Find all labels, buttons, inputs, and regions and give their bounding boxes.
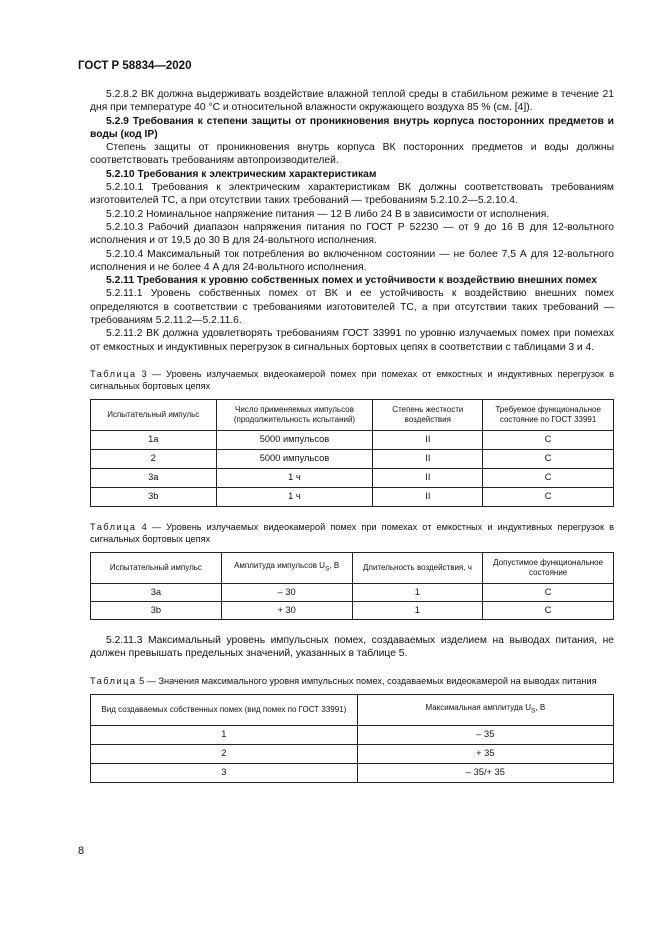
section-heading: 5.2.10 Требования к электрическим характеристикам bbox=[106, 168, 377, 180]
column-header: Вид создаваемых собственных помех (вид помех по ГОСТ 33991) bbox=[91, 694, 358, 725]
table-4-caption bbox=[90, 521, 614, 545]
table-cell: 2 bbox=[91, 744, 358, 763]
table-cell: С bbox=[483, 583, 614, 601]
table-header-row bbox=[91, 694, 614, 725]
paragraph: 5.2.8.2 ВК должна выдерживать воздействие влажной теплой среды в стабильном режиме в течение 21 дня при температуре 40 °С и относительной влажности окружающего воздуха 85 % (см. [4]). bbox=[90, 89, 614, 114]
table-cell: II bbox=[373, 468, 483, 487]
column-header bbox=[221, 552, 352, 583]
table-cell: 1 ч bbox=[216, 468, 373, 487]
table-cell: + 35 bbox=[357, 744, 613, 763]
table-cell: – 30 bbox=[221, 583, 352, 601]
column-header: Длительность воздействия, ч bbox=[352, 552, 483, 583]
table-cell: 1а bbox=[91, 430, 217, 449]
table-cell: С bbox=[483, 487, 614, 506]
table-row bbox=[91, 725, 614, 744]
caption-label: Таблица bbox=[90, 368, 137, 379]
column-header: Требуемое функциональное состояние по ГОСТ 33991 bbox=[483, 399, 614, 430]
header-text: , В bbox=[535, 702, 546, 712]
table-3 bbox=[90, 399, 614, 507]
paragraph: 5.2.11.3 Максимальный уровень импульсных помех, создаваемых изделием на выводах питания, не должен превышать предельных значений, указанных в таблице 5. bbox=[90, 634, 614, 660]
table-cell: II bbox=[373, 449, 483, 468]
table-4 bbox=[90, 552, 614, 620]
table-cell: 1 bbox=[91, 725, 358, 744]
caption-text: 4 — Уровень излучаемых видеокамерой помех при помехах от емкостных и индуктивных перегрузок в сигнальных бортовых цепях bbox=[90, 521, 614, 544]
table-row bbox=[91, 468, 614, 487]
page-number: 8 bbox=[78, 845, 85, 857]
paragraph: 5.2.10.4 Максимальный ток потребления во включенном состоянии — не более 7,5 А для 12-вольтного исполнения и не более 4 А для 24-вольтного исполнения. bbox=[90, 248, 614, 273]
document-header: ГОСТ Р 58834—2020 bbox=[78, 60, 192, 72]
section-heading: 5.2.11 Требования к уровню собственных помех и устойчивости к воздействию внешних помех bbox=[106, 275, 597, 287]
column-header: Допустимое функциональное состояние bbox=[483, 552, 614, 583]
table-row bbox=[91, 430, 614, 449]
paragraph: 5.2.10.1 Требования к электрическим характеристикам ВК должны соответствовать требованиям изготовителей ТС, а при отсутствии таких требований — требованиям 5.2.10.2—5.2.10.4. bbox=[90, 182, 614, 207]
caption-text: 5 — Значения максимального уровня импульсных помех, создаваемых видеокамерой на выводах питания bbox=[136, 675, 597, 686]
table-5 bbox=[90, 694, 614, 783]
header-text: Максимальная амплитуда U bbox=[425, 702, 531, 712]
table-cell: 1 bbox=[352, 583, 483, 601]
table-cell: 5000 импульсов bbox=[216, 449, 373, 468]
header-text: Амплитуда импульсов U bbox=[234, 561, 325, 571]
column-header bbox=[357, 694, 613, 725]
caption-label: Таблица bbox=[90, 521, 137, 532]
table-row bbox=[91, 744, 614, 763]
table-header-row bbox=[91, 399, 614, 430]
paragraph: 5.2.11.2 ВК должна удовлетворять требованиям ГОСТ 33991 по уровню излучаемых помех при помехах от емкостных и индуктивных перегрузок в сигнальных бортовых цепях в соответствии с таблицами 3 и 4. bbox=[90, 328, 614, 353]
table-cell: С bbox=[483, 468, 614, 487]
header-text: , В bbox=[329, 561, 340, 571]
caption-text: 3 — Уровень излучаемых видеокамерой помех при помехах от емкостных и индуктивных перегрузок в сигнальных бортовых цепях bbox=[90, 368, 614, 391]
paragraph: 5.2.11.1 Уровень собственных помех от ВК и ее устойчивость к воздействию внешних помех определяются в соответствии с требованиями изготовителей ТС, а при отсутствии таких требований — требованиям 5.2.11.2—5.2.11.6. bbox=[90, 288, 614, 327]
table-row bbox=[91, 583, 614, 601]
table-cell: II bbox=[373, 487, 483, 506]
table-cell: 1 bbox=[352, 601, 483, 619]
table-cell: С bbox=[483, 430, 614, 449]
table-3-caption bbox=[90, 368, 614, 392]
table-cell: 3 bbox=[91, 763, 358, 782]
table-cell: II bbox=[373, 430, 483, 449]
caption-label: Таблица bbox=[90, 675, 137, 686]
table-cell: С bbox=[483, 601, 614, 619]
table-cell: – 35 bbox=[357, 725, 613, 744]
table-cell: 1 ч bbox=[216, 487, 373, 506]
header-subscript: S bbox=[324, 565, 330, 573]
section-heading: 5.2.9 Требования к степени защиты от проникновения внутрь корпуса посторонних предметов и воды (код IP) bbox=[90, 115, 614, 140]
column-header: Число применяемых импульсов (продолжительность испытаний) bbox=[216, 399, 373, 430]
paragraph: 5.2.10.3 Рабочий диапазон напряжения питания по ГОСТ Р 52230 — от 9 до 16 В для 12-вольтного исполнения и от 19,5 до 30 В для 24-вольтного исполнения. bbox=[90, 221, 614, 247]
table-cell: 3а bbox=[91, 468, 217, 487]
column-header: Испытательный импульс bbox=[91, 399, 217, 430]
table-row bbox=[91, 601, 614, 619]
table-row bbox=[91, 487, 614, 506]
column-header: Испытательный импульс bbox=[91, 552, 222, 583]
table-header-row bbox=[91, 552, 614, 583]
table-5-caption bbox=[90, 675, 614, 687]
table-cell: 5000 импульсов bbox=[216, 430, 373, 449]
table-cell: 3а bbox=[91, 583, 222, 601]
table-cell: С bbox=[483, 449, 614, 468]
table-cell: + 30 bbox=[221, 601, 352, 619]
column-header: Степень жесткости воздействия bbox=[373, 399, 483, 430]
paragraph: 5.2.10.2 Номинальное напряжение питания — 12 В либо 24 В в зависимости от исполнения. bbox=[106, 208, 550, 220]
body-text bbox=[90, 88, 614, 783]
table-cell: – 35/+ 35 bbox=[357, 763, 613, 782]
table-row bbox=[91, 449, 614, 468]
table-cell: 3b bbox=[91, 601, 222, 619]
header-subscript: S bbox=[530, 707, 536, 715]
table-cell: 2 bbox=[91, 449, 217, 468]
paragraph: Степень защиты от проникновения внутрь корпуса ВК посторонних предметов и воды должны соответствовать требованиям автопроизводителей. bbox=[90, 142, 614, 167]
table-row bbox=[91, 763, 614, 782]
table-cell: 3b bbox=[91, 487, 217, 506]
